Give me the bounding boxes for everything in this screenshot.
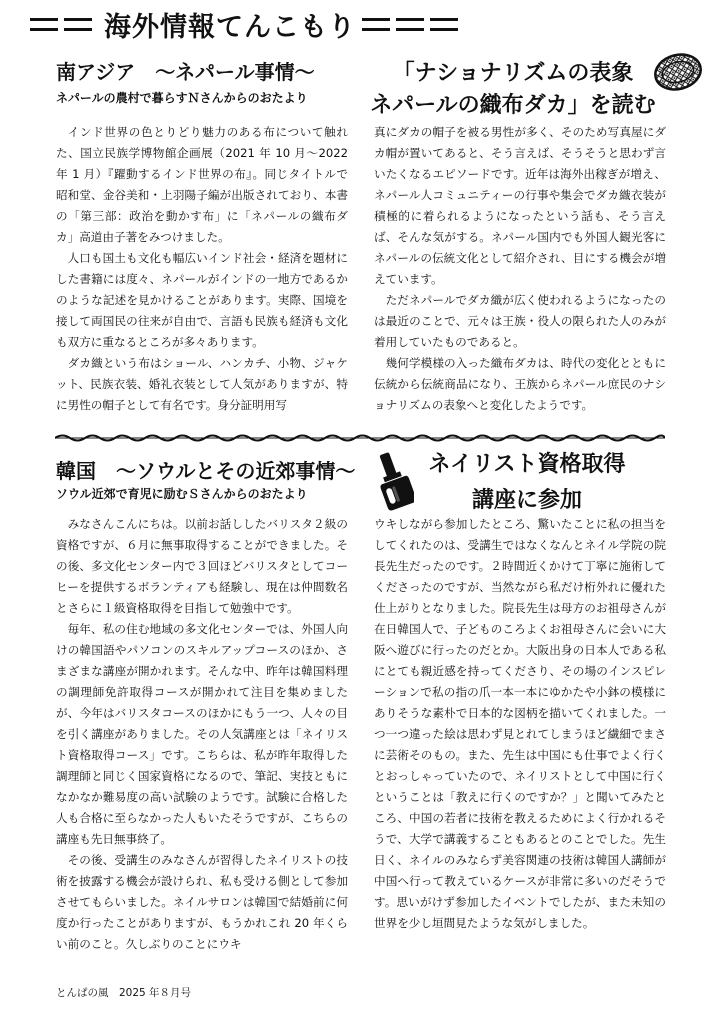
nepal-right-paragraph: ただネパールでダカ織が広く使われるようになったのは最近のことで、元々は王族・役人の限られた人のみが着用していたものであると。 (374, 293, 666, 349)
nepal-right-paragraph: 幾何学模様の入った織布ダカは、時代の変化とともに伝統から伝統商品になり、王族からネパール庶民のナショナリズムの表象へと変化したようです。 (374, 356, 666, 412)
korea-left-paragraph: みなさんこんにちは。以前お話ししたバリスタ２級の資格ですが、６月に無事取得することができました。その後、多文化センター内で３回ほどバリスタとしてコーヒーを提供するボランティアも経験し、現在は仲間数名とさらに１級資格取得を目指して勉強中です。 (56, 517, 348, 615)
headline-korea (404, 447, 650, 519)
woven-fabric-icon (652, 50, 704, 94)
header-rule-right-3 (430, 18, 458, 31)
page-title: 海外情報てんこもり (104, 11, 356, 43)
korea-left-paragraph: 毎年、私の住む地域の多文化センターでは、外国人向けの韓国語やパソコンのスキルアップコースのほか、さまざまな講座が開かれます。そんな中、昨年は韓国料理の調理師免許取得コースが開かれて注目を集めましたが、今年はバリスタコースのほかにもう一つ、人々の目を引く講座がありました。その人気講座とは「ネイリスト資格取得コース」です。こちらは、私が昨年取得した調理師と同じく国家資格になるので、筆記、実技ともになかなか難易度の高い試験のようです。試験に合格した人も合格に至らなかった人もいたそうですが、こちらの講座も先日無事終了。 (56, 622, 348, 846)
subtitle-korea: ソウル近郊で育児に励むＳさんからのおたより (56, 487, 308, 501)
headline-nepal (366, 58, 660, 122)
header-rule-left-2 (64, 18, 92, 31)
nepal-left-paragraph: 人口も国土も文化も幅広いインド社会・経済を題材にした書籍には度々、ネパールがインドの一地方であるかのような記述を見かけることがあります。実際、国境を接して両国民の往来が自由で、言語も民族も経済も文化も双方に重なるところが多々あります。 (56, 251, 348, 349)
nepal-column-left (56, 122, 348, 416)
section-title-nepal: 南アジア ～ネパール事情～ (56, 60, 315, 84)
nepal-left-paragraph: インド世界の色とりどり魅力のある布について触れた、国立民族学博物館企画展（2021 年 10 月～2022 年 1 月）『躍動するインド世界の布』。同じタイトルで昭和堂、金谷美和・上羽陽子編が出版されており、本書の「第三部：政治を動かす布」に「ネパールの織布ダカ」高道由子著をみつけました。 (56, 125, 348, 244)
headline-korea-line2: 講座に参加 (471, 488, 582, 513)
header-rule-left-1 (30, 18, 58, 31)
section-title-korea: 韓国 ～ソウルとその近郊事情～ (56, 459, 356, 483)
headline-korea-line1: ネイリスト資格取得 (428, 452, 626, 477)
headline-nepal-line2: ネパールの織布ダカ」を読む (370, 93, 656, 118)
header-rule-right-1 (362, 18, 390, 31)
korea-column-right (374, 514, 666, 934)
nepal-right-paragraph: 真にダカの帽子を被る男性が多く、そのため写真屋にダカ帽が置いてあると、そう言えば、そうそうと思わず言いたくなるエピソードです。近年は海外出稼ぎが増え、ネパール人コミュニティーの行事や集会でダカ織衣装が積極的に着られるようになったという話も、そう言えば、そんな気がする。ネパール国内でも外国人観光客にネパールの伝統文化として紹介され、目にする機会が増えています。 (374, 125, 666, 286)
page-header (30, 6, 550, 42)
header-rule-right-2 (396, 18, 424, 31)
nepal-left-paragraph: ダカ織という布はショール、ハンカチ、小物、ジャケット、民族衣装、婚礼衣装として人気がありますが、特に男性の帽子として有名です。身分証明用写 (56, 356, 348, 412)
korea-column-left (56, 514, 348, 955)
section-divider (55, 428, 665, 438)
korea-right-paragraph: ウキしながら参加したところ、驚いたことに私の担当をしてくれたのは、受講生ではなくなんとネイル学院の院長先生だったのです。２時間近くかけて丁寧に施術してくださったのですが、当然ながら私だけ桁外れに優れた仕上がりとなりました。院長先生は母方のお祖母さんが在日韓国人で、子どものころよくお祖母さんに会いに大阪へ遊びに行ったのだとか。大阪出身の日本人である私にとても親近感を持ってくださり、その場のインスピレーションで私の指の爪一本一本にゆかたや小鉢の模様にありそうな素朴で日本的な図柄を描いてくれました。一つ一つ違った絵は思わず見とれてしまうほど繊細でまさに芸術そのもの。また、先生は中国にも仕事でよく行くとおっしゃっていたので、ネイリストとして中国に行くということは「教えに行くのですか？」と聞いてみたところ、中国の若者に技術を教えるためによく行かれるそうで、大学で講義することもあるとのことでした。先生日く、ネイルのみならず美容関連の技術は韓国人講師が中国へ行って教えているケースが非常に多いのだそうです。思いがけず参加したイベントでしたが、また未知の世界を少し垣間見たような気がしました。 (374, 517, 666, 930)
subtitle-nepal: ネパールの農村で暮らすＮさんからのおたより (56, 91, 308, 105)
nepal-column-right (374, 122, 666, 416)
footer-issue: とんぱの風 2025 年８月号 (56, 987, 192, 999)
korea-left-paragraph: その後、受講生のみなさんが習得したネイリストの技術を披露する機会が設けられ、私も受ける側として参加させてもらいました。ネイルサロンは韓国で結婚前に何度か行ったことがありますが、もうかれこれ 20 年くらい前のこと。久しぶりのことにウキ (56, 853, 348, 951)
headline-nepal-line1: 「ナショナリズムの表象 (392, 61, 634, 86)
